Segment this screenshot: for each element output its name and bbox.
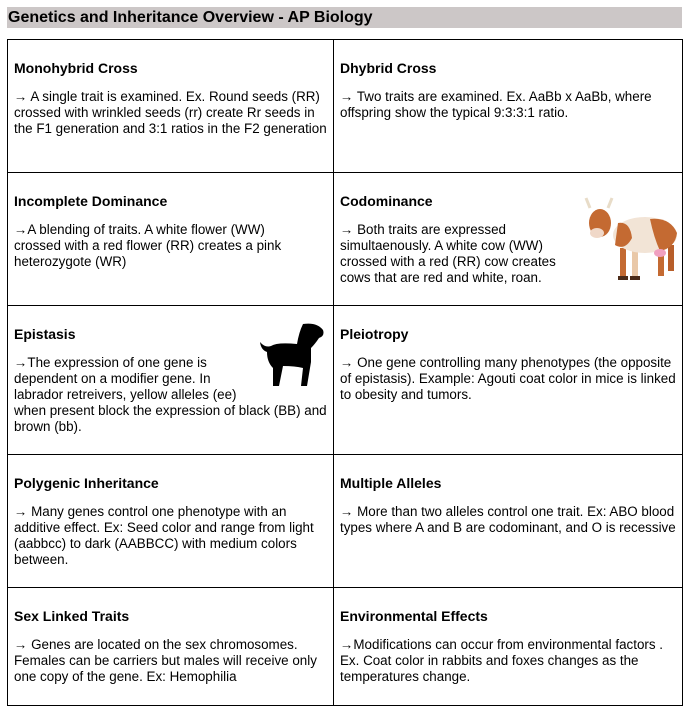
cell-pleiotropy xyxy=(334,306,683,455)
dog-image-wrap xyxy=(259,322,327,388)
cell-monohybrid xyxy=(8,40,334,173)
cell-heading: Multiple Alleles xyxy=(340,475,442,491)
cell-text: →A blending of traits. A white flower (WW) crossed with a red flower (RR) creates a pink heterozygote (WR) xyxy=(14,222,282,269)
cell-text: →Modifications can occur from environmental factors . Ex. Coat color in rabbits and foxes changes as the temperatures change. xyxy=(340,637,663,684)
cell-text: → Both traits are expressed simultaenously. A white cow (WW) crossed with a red (RR) cow creates cows that are red and white, roan. xyxy=(340,222,556,285)
cell-heading: Environmental Effects xyxy=(340,608,488,624)
genetics-table xyxy=(7,39,683,706)
cell-environmental xyxy=(334,588,683,706)
cell-heading: Incomplete Dominance xyxy=(14,193,168,209)
cell-multiple-alleles xyxy=(334,455,683,588)
dog-image xyxy=(259,322,327,388)
cell-text: →The expression of one gene is dependent on a modifier gene. In labrador retreivers, yellow alleles (ee) when present block the expression of black (BB) and brown (bb). xyxy=(14,355,327,434)
cell-polygenic xyxy=(8,455,334,588)
cow-image xyxy=(580,193,680,283)
cell-sex-linked xyxy=(8,588,334,706)
cell-epistasis xyxy=(8,306,334,455)
cell-text: → More than two alleles control one trait. Ex: ABO blood types where A and B are codominant, and O is recessive xyxy=(340,504,676,535)
cell-codominance xyxy=(334,173,683,306)
cell-incomplete-dominance xyxy=(8,173,334,306)
cell-heading: Dhybrid Cross xyxy=(340,60,437,76)
cell-text: → A single trait is examined. Ex. Round seeds (RR) crossed with wrinkled seeds (rr) create Rr seeds in the F1 generation and 3:1 ratios in the F2 generation xyxy=(14,89,327,136)
cell-dihybrid xyxy=(334,40,683,173)
cell-heading: Monohybrid Cross xyxy=(14,60,138,76)
cell-heading: Pleiotropy xyxy=(340,326,409,342)
cell-text: → Two traits are examined. Ex. AaBb x AaBb, where offspring show the typical 9:3:3:1 ratio. xyxy=(340,89,652,120)
cell-heading: Sex Linked Traits xyxy=(14,608,130,624)
cell-text: → Many genes control one phenotype with an additive effect. Ex: Seed color and range from light (aabbcc) to dark (AABBCC) with medium colors between. xyxy=(14,504,314,567)
page-title: Genetics and Inheritance Overview - AP Biology xyxy=(7,7,682,28)
cell-heading: Epistasis xyxy=(14,326,76,342)
cell-heading: Codominance xyxy=(340,193,433,209)
cell-text: → One gene controlling many phenotypes (the opposite of epistasis). Example: Agouti coat color in mice is linked to obesity and tumors. xyxy=(340,355,676,402)
cell-heading: Polygenic Inheritance xyxy=(14,475,159,491)
cell-text: → Genes are located on the sex chromosomes. Females can be carriers but males will receive only one copy of the gene. Ex: Hemophilia xyxy=(14,637,317,684)
